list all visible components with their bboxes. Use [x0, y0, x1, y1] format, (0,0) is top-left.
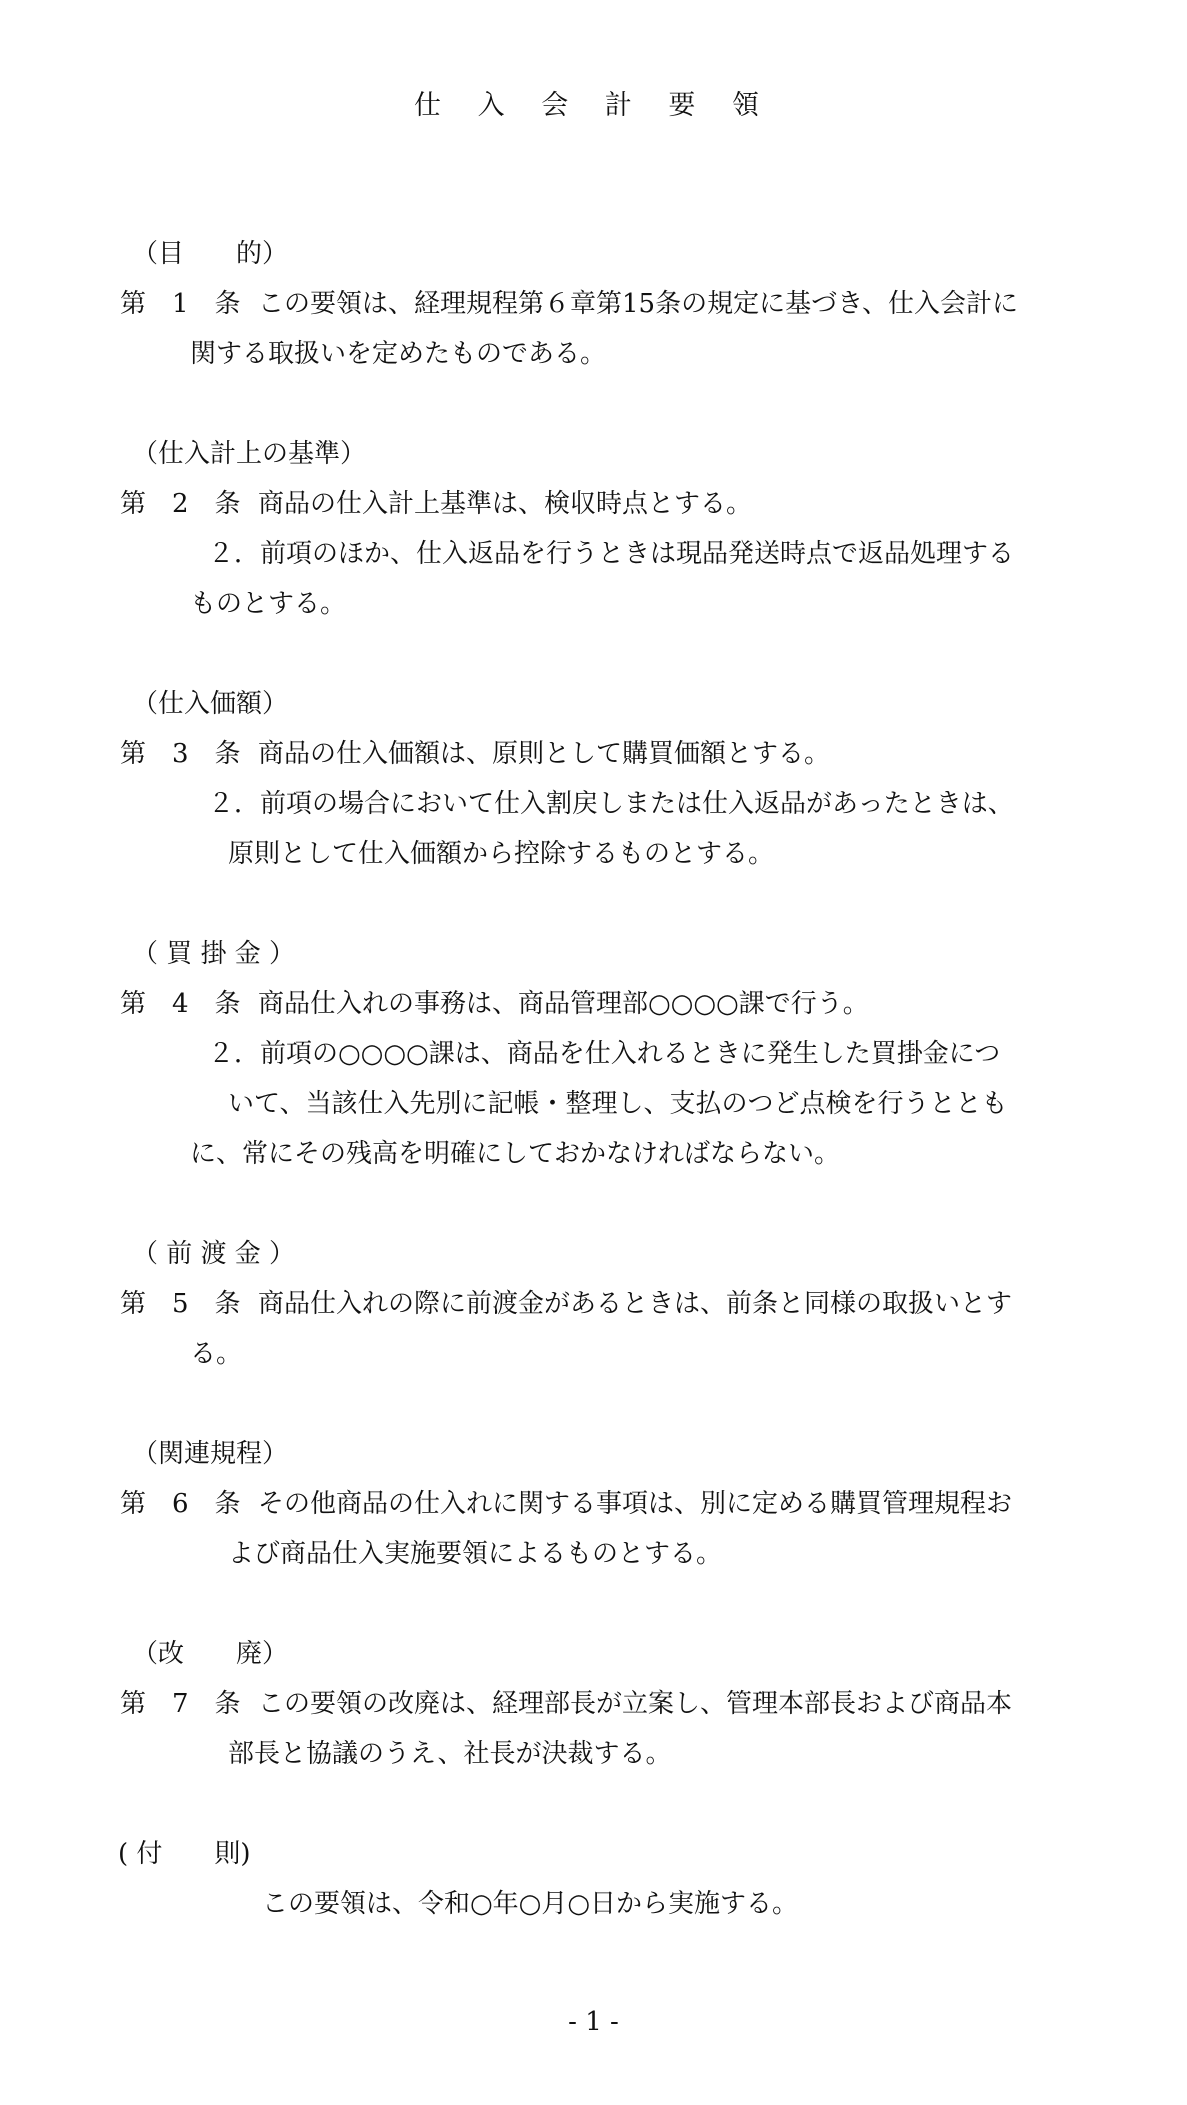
document-title: 仕 入 会 計 要 領 — [414, 90, 773, 121]
article-6-number: 第 6 条 — [120, 1489, 241, 1519]
article-1-heading: （目 的） — [132, 239, 289, 269]
article-6-text: その他商品の仕入れに関する事項は、別に定める購買管理規程お — [258, 1489, 1013, 1519]
article-1-text: この要領は、経理規程第６章第15条の規定に基づき、仕入会計に — [258, 289, 1019, 319]
article-4-heading: （ 買 掛 金 ） — [132, 939, 296, 969]
article-3-number: 第 3 条 — [120, 739, 241, 769]
article-4-number: 第 4 条 — [120, 989, 241, 1019]
article-2-paragraph-2-cont: ものとする。 — [190, 589, 347, 619]
article-3-paragraph-2: ２．前項の場合において仕入割戻しまたは仕入返品があったときは、 — [208, 789, 1014, 819]
article-2-heading: （仕入計上の基準） — [132, 439, 367, 469]
article-2-paragraph-2: ２．前項のほか、仕入返品を行うときは現品発送時点で返品処理する — [208, 539, 1015, 569]
article-7-number: 第 7 条 — [120, 1689, 241, 1719]
article-1-text-cont: 関する取扱いを定めたものである。 — [190, 339, 607, 369]
article-6-heading: （関連規程） — [132, 1439, 289, 1469]
article-1-number: 第 1 条 — [120, 289, 241, 319]
article-2-text: 商品の仕入計上基準は、検収時点とする。 — [258, 489, 753, 519]
article-4-text: 商品仕入れの事務は、商品管理部○○○○課で行う。 — [258, 989, 869, 1019]
article-7-heading: （改 廃） — [132, 1639, 289, 1669]
supplementary-text: この要領は、令和○年○月○日から実施する。 — [262, 1889, 799, 1919]
article-6-text-cont: よび商品仕入実施要領によるものとする。 — [228, 1539, 723, 1569]
article-7-text: この要領の改廃は、経理部長が立案し、管理本部長および商品本 — [258, 1689, 1013, 1719]
article-3-paragraph-2-cont: 原則として仕入価額から控除するものとする。 — [228, 839, 775, 869]
article-4-paragraph-2-cont2: に、常にその残高を明確にしておかなければならない。 — [190, 1139, 841, 1169]
article-4-paragraph-2: ２．前項の○○○○課は、商品を仕入れるときに発生した買掛金につ — [208, 1039, 1001, 1069]
article-2-number: 第 2 条 — [120, 489, 241, 519]
article-4-paragraph-2-cont: いて、当該仕入先別に記帳・整理し、支払のつど点検を行うととも — [228, 1089, 1008, 1119]
article-5-text-cont: る。 — [190, 1339, 243, 1369]
supplementary-heading: ( 付 則) — [118, 1839, 251, 1869]
article-5-number: 第 5 条 — [120, 1289, 241, 1319]
article-7-text-cont: 部長と協議のうえ、社長が決裁する。 — [228, 1739, 672, 1769]
article-5-text: 商品仕入れの際に前渡金があるときは、前条と同様の取扱いとす — [258, 1289, 1013, 1319]
article-3-text: 商品の仕入価額は、原則として購買価額とする。 — [258, 739, 831, 769]
article-5-heading: （ 前 渡 金 ） — [132, 1239, 296, 1269]
page-number: - 1 - — [568, 2007, 619, 2037]
article-3-heading: （仕入価額） — [132, 689, 289, 719]
